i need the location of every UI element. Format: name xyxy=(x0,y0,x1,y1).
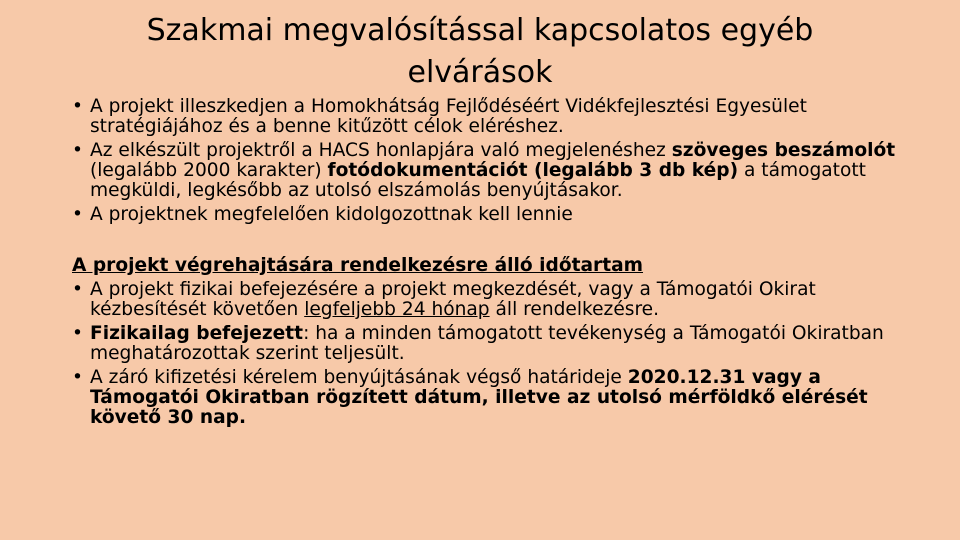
list-item-text: A záró kifizetési kérelem benyújtásának végső határideje xyxy=(90,367,628,388)
list-item-text: Az elkészült projektről a HACS honlapjára való megjelenéshez xyxy=(90,140,672,161)
list-item xyxy=(72,97,902,137)
bullet-icon: • xyxy=(72,279,83,300)
bullet-icon: • xyxy=(72,323,83,344)
section-heading: A projekt végrehajtására rendelkezésre álló időtartam xyxy=(72,255,644,276)
bullet-icon: • xyxy=(72,367,83,388)
spacer xyxy=(72,229,902,256)
bullet-icon: • xyxy=(72,140,83,161)
list-item-text: A projekt illeszkedjen a Homokhátság Fejlődéséért Vidékfejlesztési Egyesület stratégiájához és a benne kitűzött célok eléréshez. xyxy=(90,96,807,137)
bold-text: Fizikailag befejezett xyxy=(90,323,304,344)
slide-body xyxy=(72,97,902,432)
list-item-text: A projektnek megfelelően kidolgozottnak kell lennie xyxy=(90,204,573,225)
slide-title-line-2: elvárások xyxy=(407,55,553,90)
list-item-text: a támogatott megküldi, legkésőbb az utolsó elszámolás benyújtásakor. xyxy=(90,160,866,201)
bold-text: szöveges beszámolót xyxy=(671,140,896,161)
timeframe-list xyxy=(72,280,902,428)
list-item xyxy=(72,205,902,225)
list-item-text: áll rendelkezésre. xyxy=(489,299,660,320)
list-item xyxy=(72,280,902,320)
list-item-text: (legalább 2000 karakter) xyxy=(90,160,328,181)
list-item-text: : ha a minden támogatott tevékenység a Támogatói Okiratban meghatározottak szerint teljesült. xyxy=(90,323,884,364)
list-item-text: A projekt fizikai befejezésére a projekt megkezdését, vagy a Támogatói Okirat kézbesítését követően xyxy=(90,279,816,320)
list-item xyxy=(72,324,902,364)
list-item xyxy=(72,141,902,201)
slide-title-line-1: Szakmai megvalósítással kapcsolatos egyéb xyxy=(146,13,814,48)
bold-text: 2020.12.31 vagy a Támogatói Okiratban rögzített dátum, illetve az utolsó mérföldkő elérését követő 30 nap. xyxy=(90,367,868,428)
bold-text: fotódokumentációt (legalább 3 db kép) xyxy=(327,160,739,181)
bullet-icon: • xyxy=(72,204,83,225)
list-item xyxy=(72,368,902,428)
underlined-text: legfeljebb 24 hónap xyxy=(304,299,490,320)
slide-title xyxy=(0,10,960,94)
requirements-list xyxy=(72,97,902,225)
bullet-icon: • xyxy=(72,96,83,117)
